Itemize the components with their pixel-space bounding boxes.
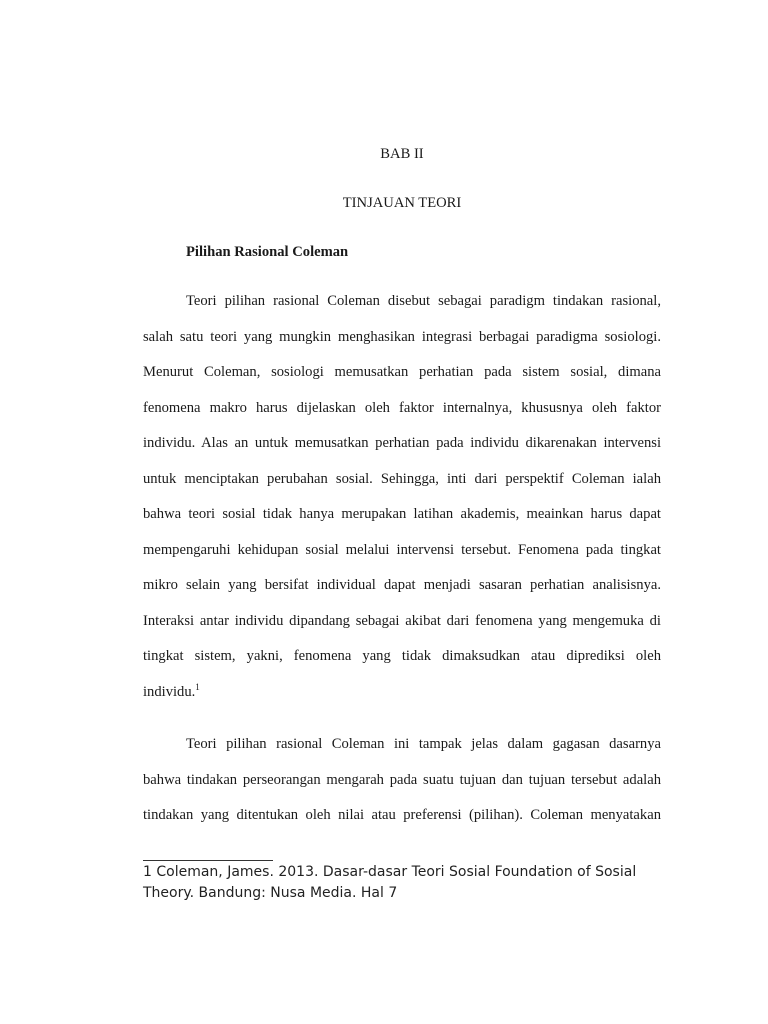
paragraph-1-line: Teori pilihan rasional Coleman disebut sebagai paradigm tindakan rasional, <box>186 293 661 309</box>
paragraph-1-line: mempengaruhi kehidupan sosial melalui intervensi tersebut. Fenomena pada tingkat <box>143 541 661 558</box>
footnote-separator <box>143 860 273 861</box>
paragraph-1-line: bahwa teori sosial tidak hanya merupakan latihan akademis, meainkan harus dapat <box>143 506 661 522</box>
footnote-reference[interactable]: 1 <box>195 681 200 692</box>
chapter-title: TINJAUAN TEORI <box>342 195 462 211</box>
paragraph-1-line: untuk menciptakan perubahan sosial. Sehingga, inti dari perspektif Coleman ialah <box>143 470 661 487</box>
paragraph-1-line: mikro selain yang bersifat individual dapat menjadi sasaran perhatian analisisnya. <box>143 577 661 593</box>
paragraph-2-line: Teori pilihan rasional Coleman ini tampak jelas dalam gagasan dasarnya <box>186 736 661 752</box>
paragraph-1-line: salah satu teori yang mungkin menghasikan integrasi berbagai paradigma sosiologi. <box>143 328 661 345</box>
paragraph-2 <box>143 727 661 834</box>
paragraph-1-last-line <box>143 675 661 711</box>
paragraph-1-line: Interaksi antar individu dipandang sebagai akibat dari fenomena yang mengemuka di <box>143 612 661 629</box>
paragraph-1-line: fenomena makro harus dijelaskan oleh faktor internalnya, khususnya oleh faktor <box>143 399 661 416</box>
paragraph-1-line: individu. Alas an untuk memusatkan perhatian pada individu dikarenakan intervensi <box>143 435 661 451</box>
paragraph-1-line: individu. <box>143 683 196 700</box>
paragraph-1-line: tingkat sistem, yakni, fenomena yang tidak dimaksudkan atau diprediksi oleh <box>143 648 661 664</box>
footnote-text: 1 Coleman, James. 2013. Dasar-dasar Teori Sosial Foundation of Sosial Theory. Bandung: Nusa Media. Hal 7 <box>143 864 637 901</box>
paragraph-1 <box>143 284 661 710</box>
section-heading: Pilihan Rasional Coleman <box>186 244 349 260</box>
paragraph-2-line: bahwa tindakan perseorangan mengarah pada suatu tujuan dan tujuan tersebut adalah <box>143 771 661 788</box>
paragraph-1-line: Menurut Coleman, sosiologi memusatkan perhatian pada sistem sosial, dimana <box>143 364 661 380</box>
paragraph-2-line: tindakan yang ditentukan oleh nilai atau preferensi (pilihan). Coleman menyatakan <box>143 807 661 823</box>
chapter-number: BAB II <box>380 146 424 162</box>
